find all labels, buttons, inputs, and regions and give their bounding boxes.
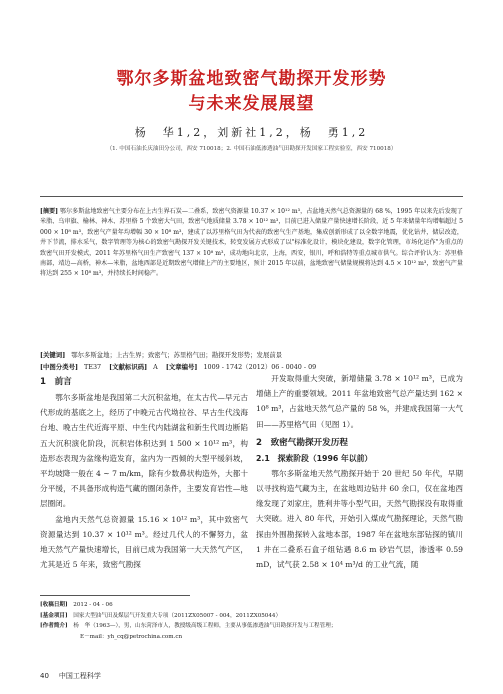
- authors: 杨 华1,2，刘新社1,2，杨 勇1,2: [134, 126, 369, 139]
- abstract: [40, 207, 463, 344]
- keywords-label: [关键词]: [40, 351, 66, 359]
- doc-code-value: A: [153, 363, 158, 371]
- header-divider: [40, 196, 463, 197]
- article-no-label: [文章编号]: [165, 363, 198, 371]
- section-2-1-heading: 2.1 探索阶段（1996 年以前）: [256, 453, 373, 463]
- journal-name: 中国工程科学: [58, 672, 101, 680]
- keywords-text: 鄂尔多斯盆地；上古生界；致密气；苏里格气田；勘探开发形势；发展前景: [71, 351, 283, 359]
- article-no-value: 1009 - 1742（2012）06 - 0040 - 09: [203, 363, 317, 371]
- received-label: [收稿日期]: [40, 602, 68, 608]
- doc-code-label: [文献标识码]: [109, 363, 148, 371]
- right-column: [256, 371, 463, 593]
- page-number: 40: [40, 672, 49, 680]
- page-footer: [40, 671, 111, 681]
- affiliation: （1. 中国石油长庆油田分公司，西安 710018；2. 中国石油低渗透油气田勘探开发国家工程实验室，西安 710018）: [106, 146, 397, 152]
- title-line-1: 鄂尔多斯盆地致密气勘探开发形势: [116, 69, 387, 89]
- footnote-received: [40, 600, 463, 611]
- section-1-heading: 1 前言: [40, 377, 72, 387]
- footnotes: [40, 600, 463, 642]
- fund-label: [基金项目]: [40, 612, 68, 619]
- left-column: [40, 371, 248, 593]
- clc-value: TE37: [84, 363, 102, 371]
- title-line-2: 与未来发展展望: [188, 94, 315, 114]
- received-value: 2012 - 04 - 06: [73, 602, 113, 608]
- abstract-text: 鄂尔多斯盆地致密气主要分布在上古生界石炭—二叠系，致密气资源量 10.37 × 10¹² m³，占盆地天然气总资源量的 68 %，1995 年以来先后发现了米脂、乌审旗、榆林、神木、苏里格 5 个致密大气田，致密气地质储量 3.78 × 10¹² m³，目前已进入储量产量快速增长阶段，近 5 年来储量年均增幅超过 5 000 × 10⁸ m³，致密气产量年均增幅 30 × 10⁸ m³，建成了以苏里格气田为代表的致密气生产基地，集成创新形成了以全数字地震，优化钻井，储层改造，井下节流，排水采气，数字管理等为核心的致密气勘探开发关键技术，转变发展方式形成了以"标准化设计，模块化建设，数字化管理，市场化运作"为重点的致密气田开发模式，2011 年苏里格气田生产致密气 137 × 10⁸ m³，成功地向北京，上海，西安，银川，呼和浩特等重点城市供气。综合评价认为：苏里格南部，靖边—高桥，神木—米脂，盆地西部是近期致密气增储上产的主要地区，预计 2015 年以前，盆地致密气储量规模将达到 4.5 × 10¹² m³，致密气产量将达到 255 × 10⁸ m³，并持续长时间稳产。: [40, 208, 463, 278]
- footnote-author: [40, 621, 463, 632]
- keywords: [40, 350, 463, 360]
- fund-value: 国家大型油气田及煤层气开发重大专项（2011ZX05007 - 004，2011ZX05044）: [73, 612, 282, 619]
- clc-label: [中图分类号]: [40, 363, 79, 371]
- author-bio-value: 杨 华（1963—），男，山东菏泽市人，教授级高级工程师，主要从事低渗透油气田勘探开发与工程管理；: [73, 623, 337, 629]
- section-1-paragraph-2: 盆地内天然气总资源量 15.16 × 10¹² m³，其中致密气资源量达到 10.37 × 10¹² m³。经过几代人的不懈努力，盆地天然气产量快速增长，目前已成为我国第一大天然气产区，尤其是近 5 年来，致密气勘探: [40, 514, 248, 570]
- abstract-label: [摘要]: [40, 208, 58, 215]
- footnote-divider: [40, 595, 190, 596]
- right-paragraph-2: 鄂尔多斯盆地天然气勘探开始于 20 世纪 50 年代，早期以寻找构造气藏为主，在盆地周边钻井 60 余口，仅在盆地西缘发现了刘家庄，胜利井等小型气田，天然气勘探没有取得重大突破。进入 80 年代，开始引入煤成气勘探理论，天然气勘探由外围勘探转入盆地本部，1987 年在盆地东部钻探的镇川 1 井在二叠系石盒子组钻遇 8.6 m 砂岩气层，渗透率 0.59 mD，试气获 2.58 × 10⁴ m³/d 的工业气流，随: [256, 468, 463, 570]
- section-2-heading: 2 致密气勘探开发历程: [256, 437, 348, 448]
- footnote-email[interactable]: E－mail：yh_cq@petrochina.com.cn: [80, 633, 183, 640]
- author-bio-label: [作者简介]: [40, 623, 68, 629]
- footnote-fund: [40, 611, 463, 622]
- section-1-paragraph-1: 鄂尔多斯盆地是我国第二大沉积盆地，在太古代—早元古代形成的基底之上，经历了中晚元古代坳拉谷、早古生代浅海台地、晚古生代近海平原、中生代内陆湖盆和新生代周边断陷五大沉积演化阶段，沉积岩体积达到 1 500 × 10¹² m³，构造形态表现为盆缘构造发育，盆内为一西倾的大型平缓斜坡，平均坡降一般在 4 ~ 7 m/km，除有少数鼻状构造外，大都十分平缓，不具备形成构造气藏的圈闭条件，主要发育岩性—地层圈闭。: [40, 393, 248, 509]
- right-paragraph-1: 开发取得重大突破，新增储量 3.78 × 10¹² m³，已成为增储上产的重要领域。2011 年盆地致密气总产量达到 162 × 10⁸ m³，占盆地天然气总产量的 58 %，并建成我国第一大气田——苏里格气田（见图 1）。: [256, 374, 463, 429]
